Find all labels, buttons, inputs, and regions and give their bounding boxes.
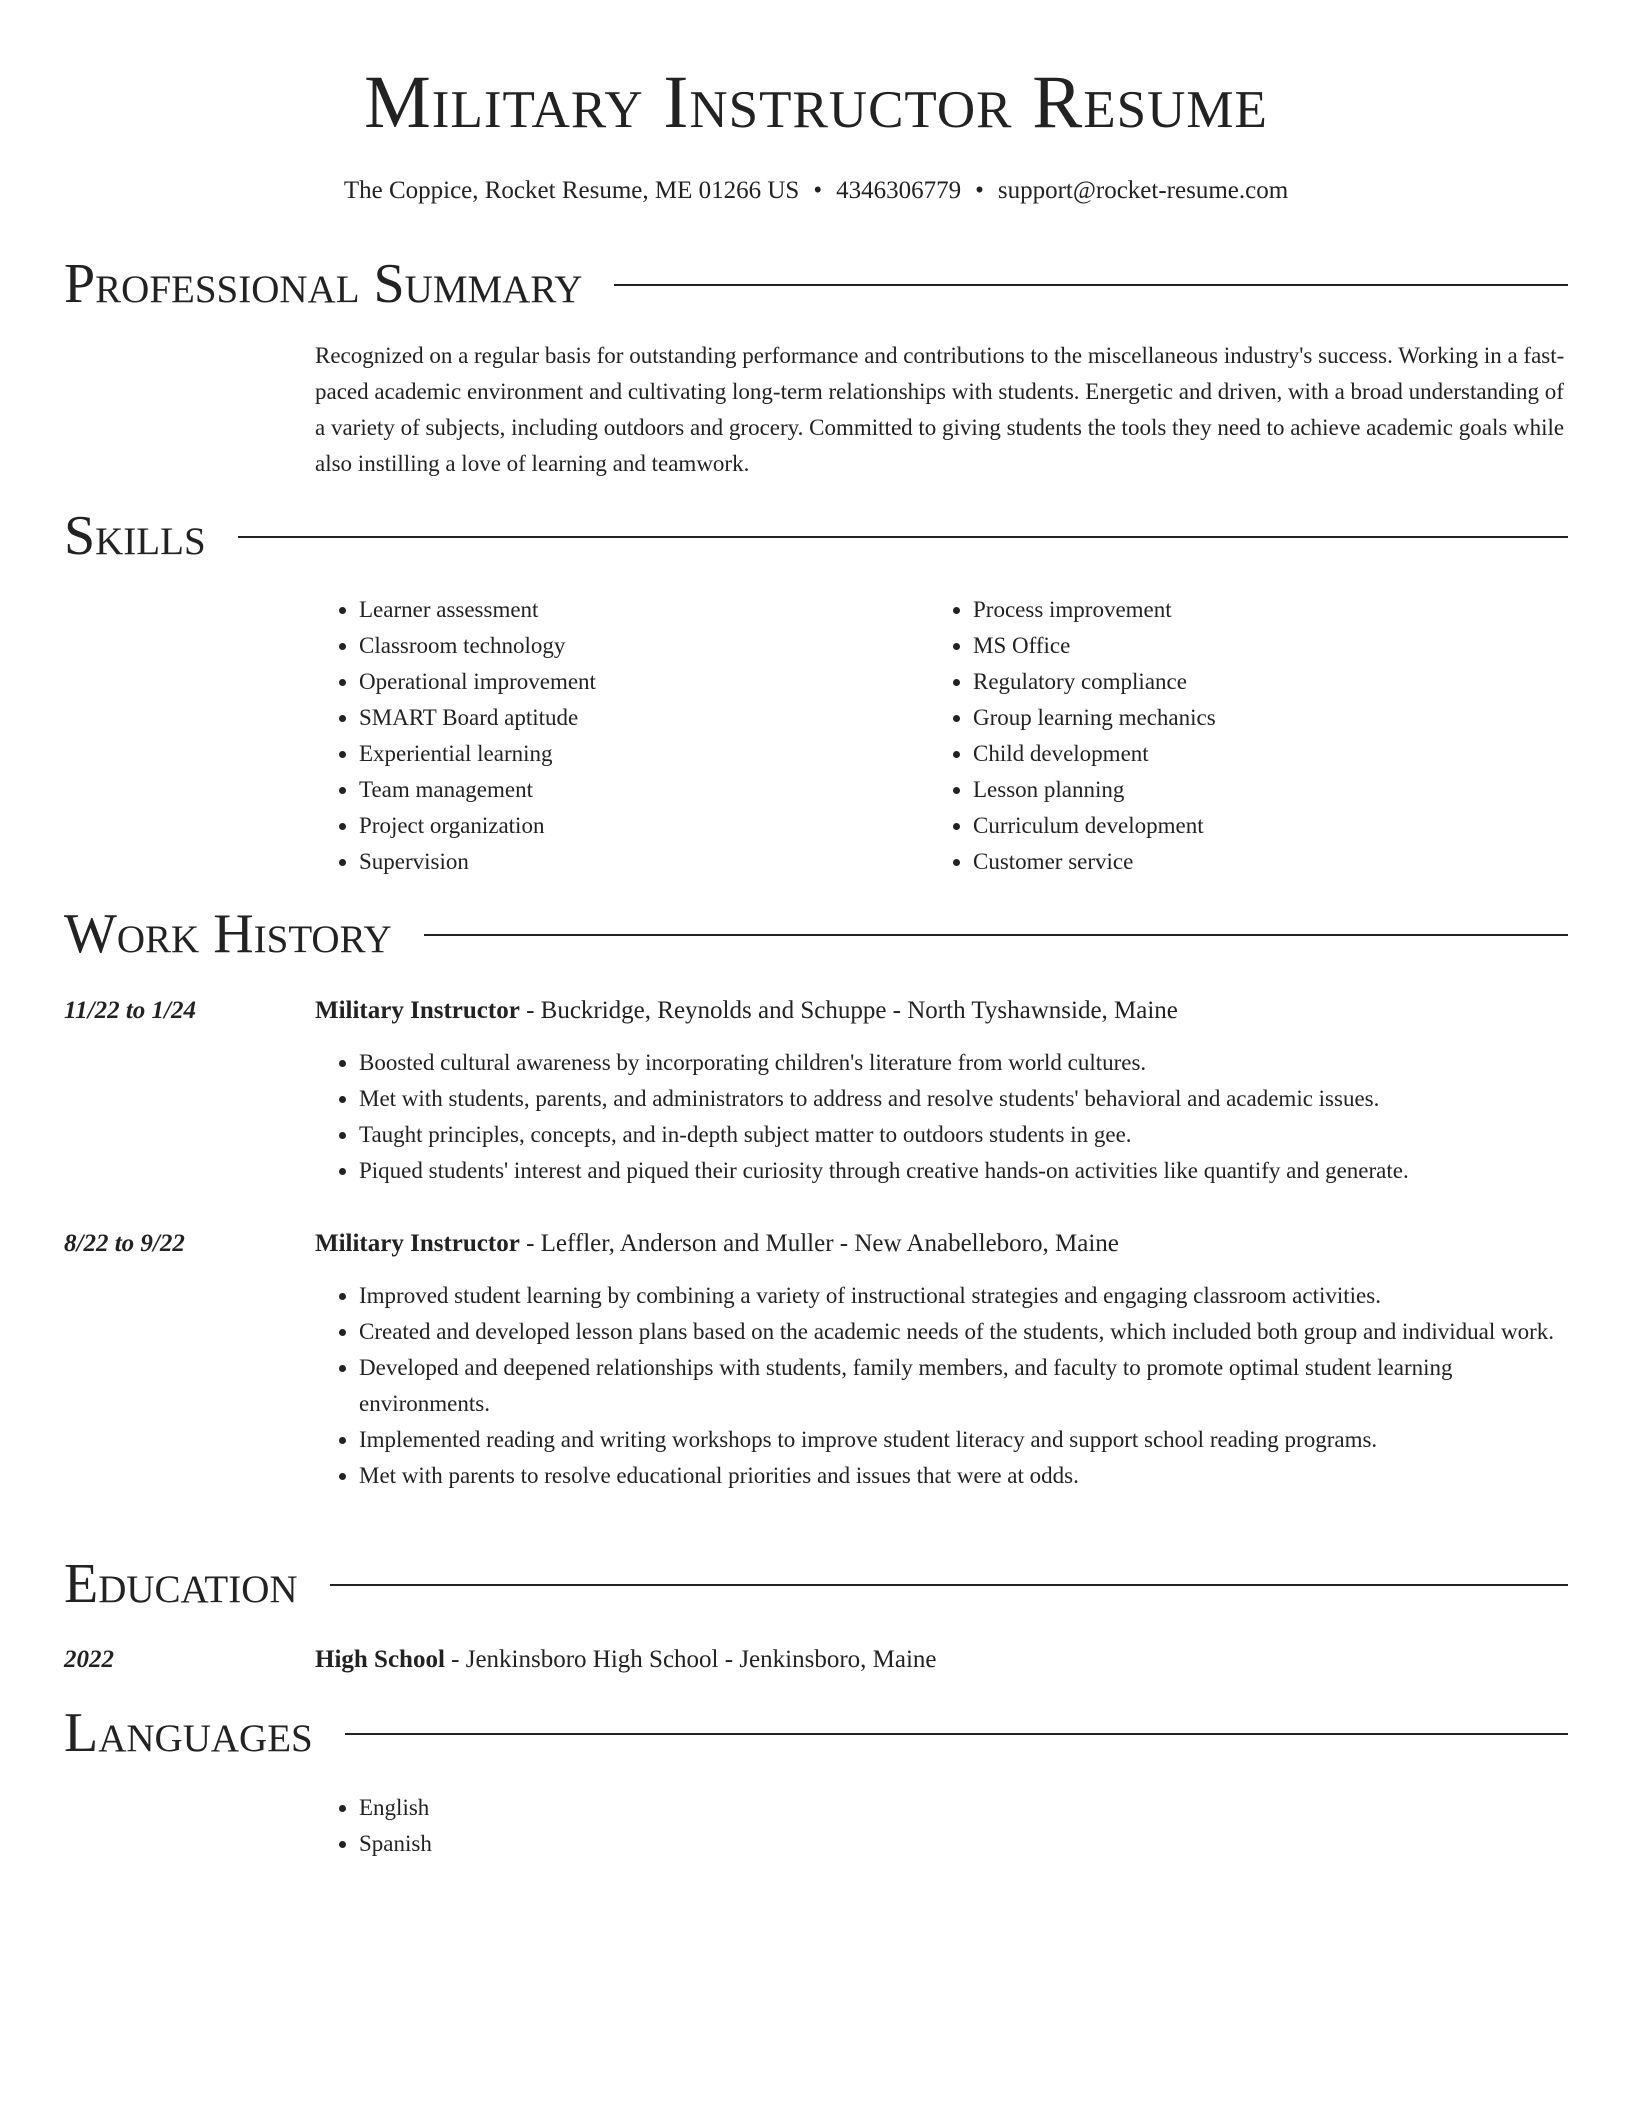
job-header <box>315 1226 1119 1262</box>
job-bullet: • Met with students, parents, and administrators to address and resolve students' behavioral and academic issues. <box>359 1081 1568 1117</box>
education-year: 2022 <box>64 1646 114 1673</box>
skill-item: • Team management <box>359 772 919 808</box>
contact-address: The Coppice, Rocket Resume, ME 01266 US <box>343 177 800 204</box>
education-section-header <box>64 1553 1568 1615</box>
job-dates: 8/22 to 9/22 <box>64 1230 185 1257</box>
contact-phone: 4346306779 <box>836 177 962 204</box>
job-title: Military Instructor <box>315 1230 520 1257</box>
skills-heading: Skills <box>64 505 206 567</box>
skill-item: • Operational improvement <box>359 664 919 700</box>
summary-heading: Professional Summary <box>64 253 583 315</box>
education-degree: High School <box>315 1646 445 1673</box>
contact-separator: • <box>975 177 984 204</box>
work-section-header <box>64 903 1568 965</box>
job-header <box>315 993 1178 1029</box>
skill-item: • MS Office <box>973 628 1533 664</box>
job-details: - Leffler, Anderson and Muller - New Anabelleboro, Maine <box>519 1230 1119 1257</box>
skill-item: • Project organization <box>359 808 919 844</box>
job-bullets <box>315 1045 1568 1189</box>
resume-title: Military Instructor Resume <box>364 61 1268 144</box>
job-title: Military Instructor <box>315 997 520 1024</box>
skill-item: • Group learning mechanics <box>973 700 1533 736</box>
contact-line <box>0 174 1632 208</box>
job-bullet: • Improved student learning by combining a variety of instructional strategies and engaging classroom activities. <box>359 1278 1568 1314</box>
job-bullet: • Created and developed lesson plans based on the academic needs of the students, which included both group and individual work. <box>359 1314 1568 1350</box>
skills-list-left <box>315 592 919 880</box>
skill-item: • Child development <box>973 736 1533 772</box>
language-item: • Spanish <box>359 1826 1568 1862</box>
skill-item: • Regulatory compliance <box>973 664 1533 700</box>
skill-item: • Customer service <box>973 844 1533 880</box>
skill-item: • Supervision <box>359 844 919 880</box>
education-details: - Jenkinsboro High School - Jenkinsboro, Maine <box>444 1646 937 1673</box>
job-dates: 11/22 to 1/24 <box>64 997 196 1024</box>
summary-text: Recognized on a regular basis for outstanding performance and contributions to the miscellaneous industry's success. Working in a fast-paced academic environment and cultivating long-term relationships with students. Energetic and driven, with a broad understanding of a variety of subjects, including outdoors and grocery. Committed to giving students the tools they need to achieve academic goals while also instilling a love of learning and teamwork. <box>315 343 1565 476</box>
languages-section-header <box>64 1702 1568 1764</box>
job-bullets <box>315 1278 1568 1494</box>
contact-email: support@rocket-resume.com <box>997 177 1289 204</box>
skill-item: • Curriculum development <box>973 808 1533 844</box>
skills-list-right <box>929 592 1533 880</box>
skill-item: • Learner assessment <box>359 592 919 628</box>
language-item: • English <box>359 1790 1568 1826</box>
job-bullet: • Implemented reading and writing workshops to improve student literacy and support school reading programs. <box>359 1422 1568 1458</box>
skill-item: • Lesson planning <box>973 772 1533 808</box>
contact-separator: • <box>813 177 823 204</box>
languages-list <box>315 1790 1568 1862</box>
section-divider <box>345 1733 1568 1735</box>
section-divider <box>614 284 1568 286</box>
job-details: - Buckridge, Reynolds and Schuppe - North Tyshawnside, Maine <box>519 997 1178 1024</box>
summary-section-header <box>64 253 1568 315</box>
job-bullet: • Developed and deepened relationships with students, family members, and faculty to promote optimal student learning environments. <box>359 1350 1568 1422</box>
skill-item: • Process improvement <box>973 592 1533 628</box>
skill-item: • SMART Board aptitude <box>359 700 919 736</box>
education-entry <box>315 1642 937 1678</box>
job-bullet: • Met with parents to resolve educational priorities and issues that were at odds. <box>359 1458 1568 1494</box>
section-divider <box>238 536 1568 538</box>
skill-item: • Classroom technology <box>359 628 919 664</box>
section-divider <box>424 934 1568 936</box>
job-bullet: • Boosted cultural awareness by incorporating children's literature from world cultures. <box>359 1045 1568 1081</box>
skill-item: • Experiential learning <box>359 736 919 772</box>
job-bullet: • Piqued students' interest and piqued their curiosity through creative hands-on activities like quantify and generate. <box>359 1153 1568 1189</box>
skills-section-header <box>64 505 1568 567</box>
section-divider <box>330 1584 1568 1586</box>
job-bullet: • Taught principles, concepts, and in-depth subject matter to outdoors students in gee. <box>359 1117 1568 1153</box>
work-heading: Work History <box>64 903 392 965</box>
education-heading: Education <box>64 1553 298 1615</box>
languages-heading: Languages <box>64 1702 313 1764</box>
